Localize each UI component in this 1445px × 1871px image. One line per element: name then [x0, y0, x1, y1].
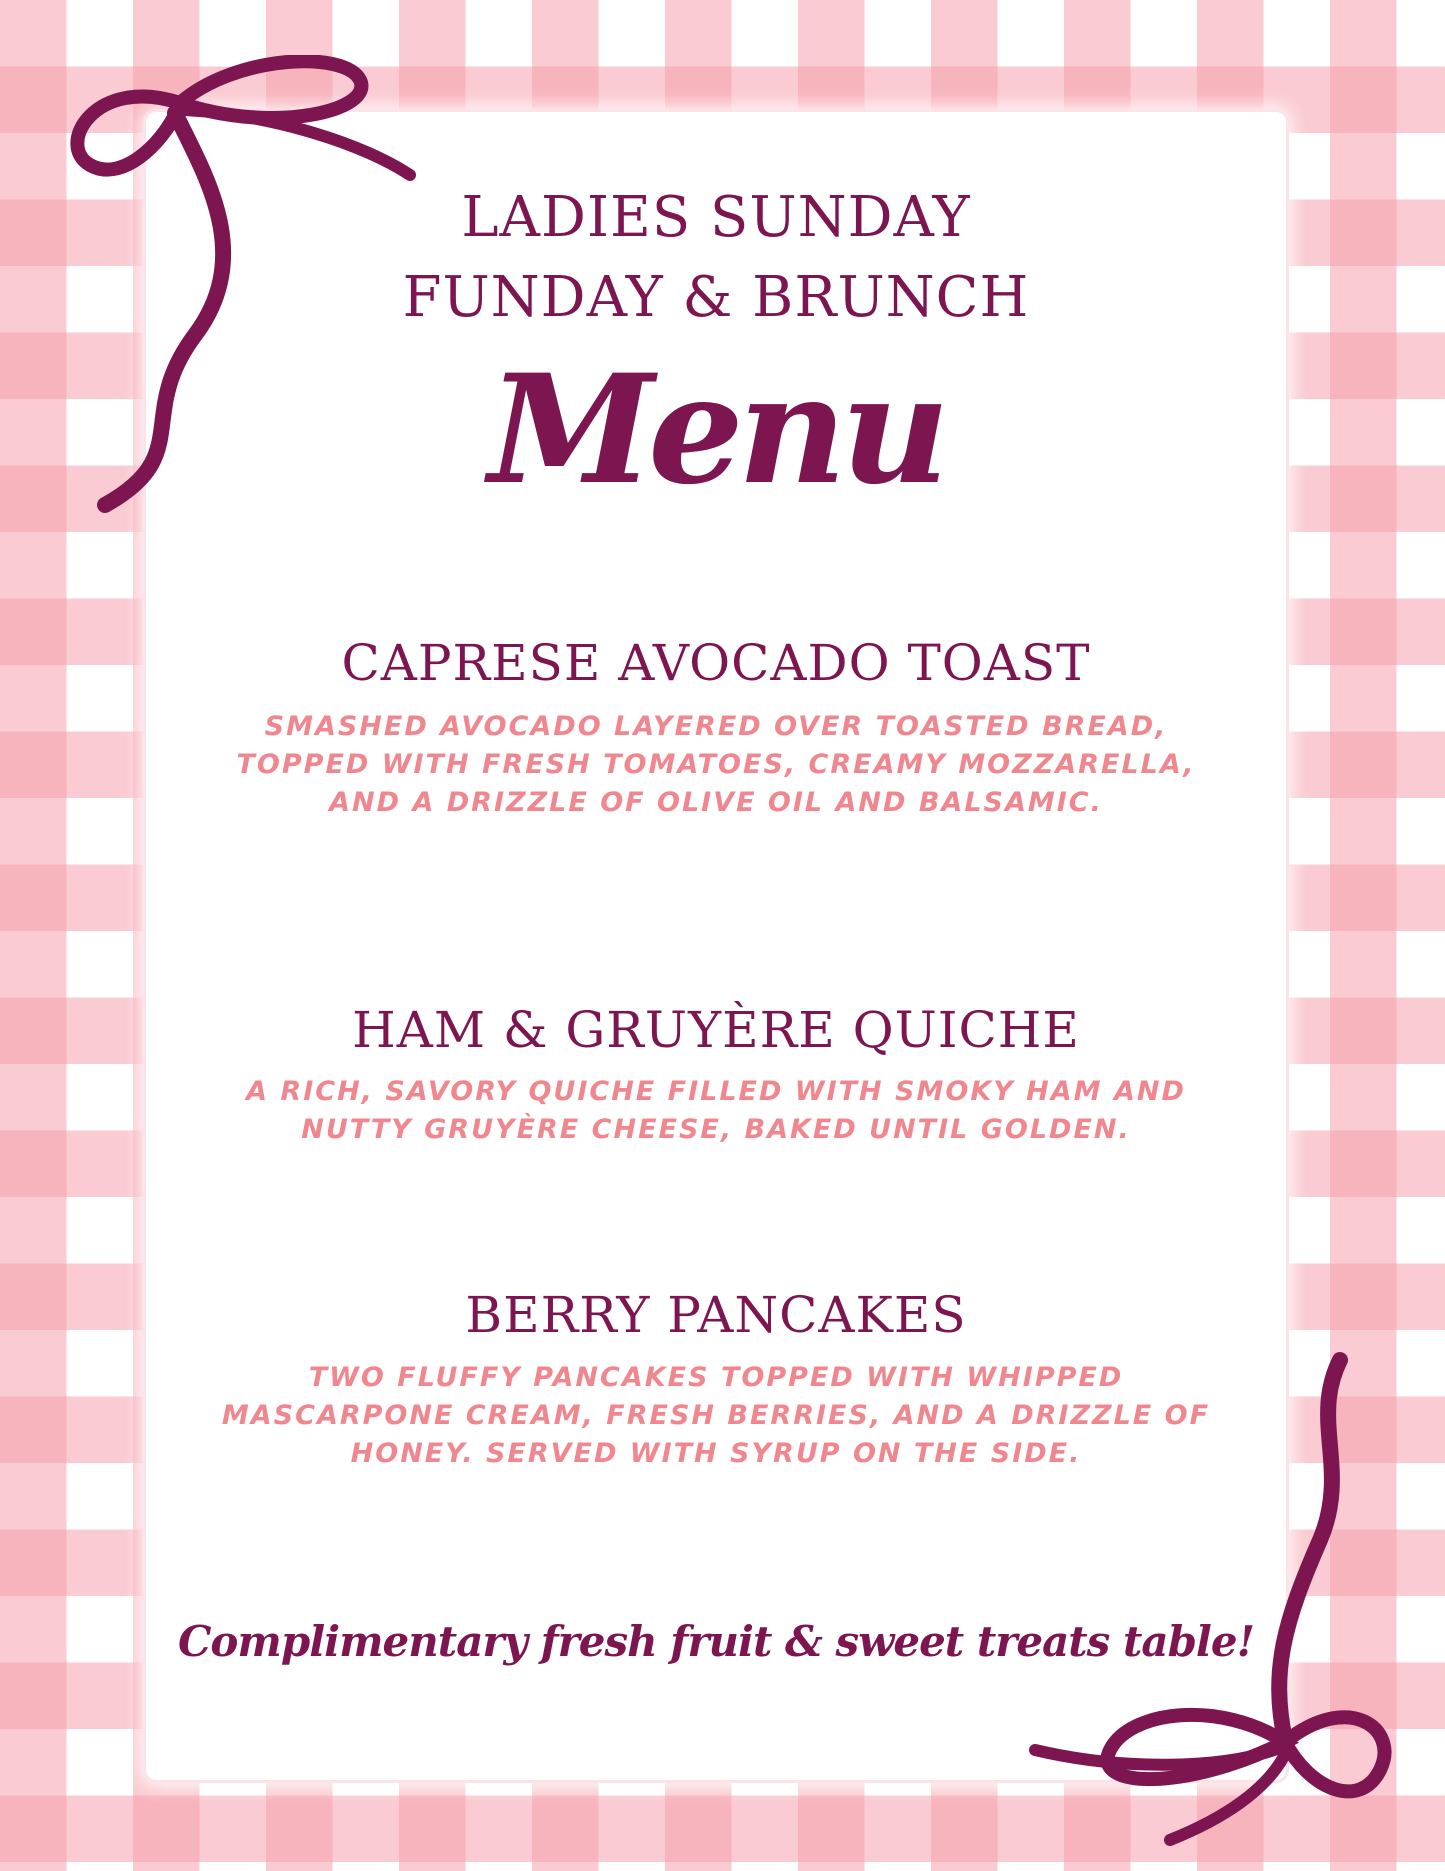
menu-script-heading: Menu [488, 342, 944, 518]
menu-item-desc-pancakes: TWO FLUFFY PANCAKES TOPPED WITH WHIPPED MASCARPONE CREAM, FRESH BERRIES, AND A DRIZZLE OF HONEY. SERVED WITH SYRUP ON THE SIDE. [221, 1362, 1211, 1469]
menu-item-desc-caprese: SMASHED AVOCADO LAYERED OVER TOASTED BREAD, TOPPED WITH FRESH TOMATOES, CREAMY MOZZARELLA, AND A DRIZZLE OF OLIVE OIL AND BALSAMIC. [236, 711, 1196, 818]
menu-item-desc-quiche: A RICH, SAVORY QUICHE FILLED WITH SMOKY HAM AND NUTTY GRUYÈRE CHEESE, BAKED UNTIL GOLDEN. [246, 1076, 1186, 1145]
title-line-1: LADIES SUNDAY [461, 185, 971, 250]
menu-item-name-pancakes: BERRY PANCAKES [465, 1286, 967, 1344]
menu-item-name-caprese: CAPRESE AVOCADO TOAST [341, 634, 1091, 692]
ribbon-bow-icon [55, 55, 435, 545]
footer-note: Complimentary fresh fruit & sweet treats table! [177, 1617, 1255, 1666]
title-line-2: FUNDAY & BRUNCH [402, 265, 1030, 330]
menu-item-name-quiche: HAM & GRUYÈRE QUICHE [352, 1001, 1080, 1059]
ribbon-bow-icon [1020, 1350, 1400, 1850]
